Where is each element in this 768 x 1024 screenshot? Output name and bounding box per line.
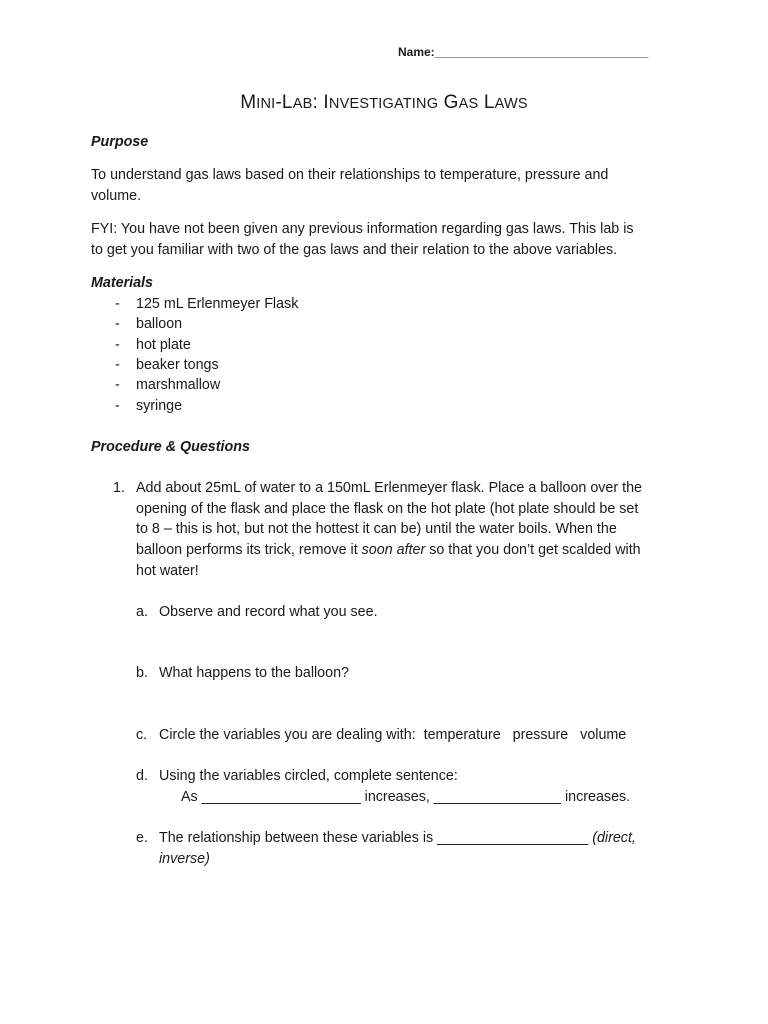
title-hyphen: - bbox=[275, 92, 282, 113]
sub-question-d-text: Using the variables circled, complete sentence: bbox=[159, 768, 458, 784]
title-word-4-cap: G bbox=[443, 92, 459, 113]
materials-heading: Materials bbox=[91, 275, 153, 291]
question-1-line-5: hot water! bbox=[136, 563, 199, 579]
question-number: 1. bbox=[113, 480, 125, 496]
sub-question-letter: b. bbox=[136, 665, 148, 681]
question-1-line-2: opening of the flask and place the flask on the hot plate (hot plate should be set bbox=[136, 501, 639, 517]
list-dash: - bbox=[115, 377, 120, 393]
material-label: hot plate bbox=[136, 337, 191, 353]
material-label: 125 mL Erlenmeyer Flask bbox=[136, 296, 299, 312]
fyi-text-line-2: to get you familiar with two of the gas laws and their relation to the above variables. bbox=[91, 242, 618, 258]
list-item bbox=[115, 294, 515, 315]
sub-question-e-line-1 bbox=[159, 828, 636, 849]
title-word-2-rest: AB bbox=[292, 96, 313, 112]
list-item bbox=[115, 335, 515, 356]
sub-question-b-text: What happens to the balloon? bbox=[159, 665, 349, 681]
material-label: beaker tongs bbox=[136, 357, 219, 373]
title-word-1-rest: INI bbox=[256, 96, 276, 112]
sub-question-letter: a. bbox=[136, 604, 148, 620]
sub-question-c-text: Circle the variables you are dealing with: temperature pressure volume bbox=[159, 727, 627, 743]
material-label: syringe bbox=[136, 398, 183, 414]
title-word-4-rest: AS bbox=[458, 96, 479, 112]
list-dash: - bbox=[115, 296, 120, 312]
sub-question-e-text: The relationship between these variables is ___________________ bbox=[159, 830, 593, 846]
title-word-3-cap: I bbox=[323, 92, 329, 113]
fyi-text-line-1: FYI: You have not been given any previous information regarding gas laws. This lab is bbox=[91, 221, 634, 237]
emphasis-direct: (direct, bbox=[592, 830, 636, 846]
list-dash: - bbox=[115, 316, 120, 332]
list-dash: - bbox=[115, 357, 120, 373]
sub-question-a-text: Observe and record what you see. bbox=[159, 604, 378, 620]
title-word-3-rest: NVESTIGATING bbox=[328, 96, 439, 112]
list-item bbox=[115, 355, 515, 376]
emphasis-inverse: inverse) bbox=[159, 851, 210, 867]
title-word-5-cap: L bbox=[483, 92, 495, 113]
list-dash: - bbox=[115, 398, 120, 414]
material-label: balloon bbox=[136, 316, 183, 332]
list-item bbox=[115, 375, 515, 396]
title-word-1-cap: M bbox=[240, 92, 257, 113]
sub-question-letter: d. bbox=[136, 768, 148, 784]
question-1-line-3: to 8 – this is hot, but not the hottest it can be) until the water boils. When the bbox=[136, 521, 617, 537]
title-word-5-rest: AWS bbox=[494, 96, 528, 112]
title-colon: : bbox=[312, 92, 318, 113]
question-1-line-4 bbox=[136, 540, 641, 561]
purpose-text-line-1: To understand gas laws based on their relationships to temperature, pressure and bbox=[91, 167, 609, 183]
purpose-heading: Purpose bbox=[91, 134, 149, 150]
material-label: marshmallow bbox=[136, 377, 221, 393]
purpose-text-line-2: volume. bbox=[91, 188, 142, 204]
sub-question-letter: c. bbox=[136, 727, 148, 743]
page-title bbox=[0, 92, 768, 114]
title-word-2-cap: L bbox=[281, 92, 293, 113]
sub-question-d-blank-sentence: As ____________________ increases, ________________ increases. bbox=[181, 789, 631, 805]
sub-question-e-line-2 bbox=[159, 849, 210, 870]
line-4-part-b: so that you don’t get scalded with bbox=[425, 542, 641, 558]
list-item bbox=[115, 396, 515, 417]
line-4-part-a: balloon performs its trick, remove it bbox=[136, 542, 362, 558]
name-field-label: Name:________________________________ bbox=[398, 45, 649, 59]
list-dash: - bbox=[115, 337, 120, 353]
emphasis-soon-after: soon after bbox=[361, 542, 426, 558]
question-1-line-1: Add about 25mL of water to a 150mL Erlenmeyer flask. Place a balloon over the bbox=[136, 480, 642, 496]
procedure-heading: Procedure & Questions bbox=[91, 439, 250, 455]
sub-question-letter: e. bbox=[136, 830, 148, 846]
list-item bbox=[115, 314, 515, 335]
